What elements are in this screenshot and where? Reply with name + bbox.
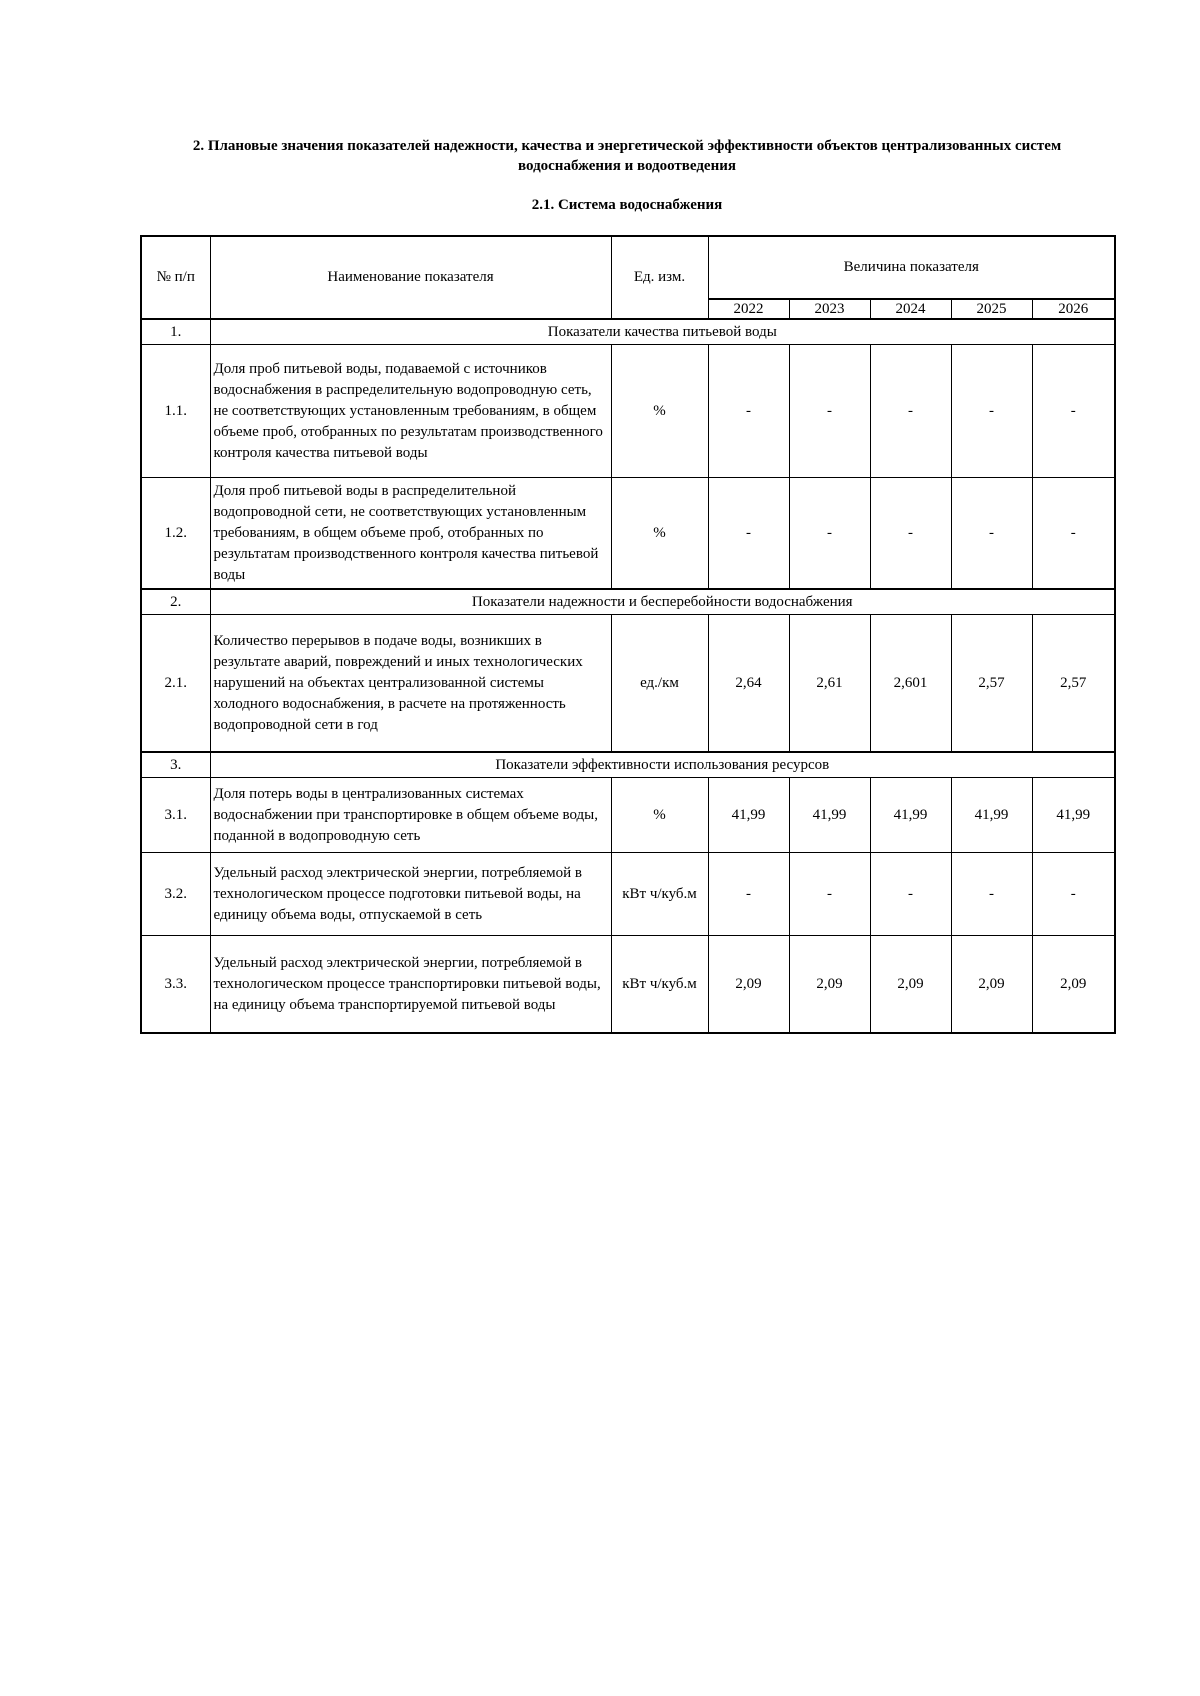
- row-value: -: [789, 853, 870, 936]
- row-unit: %: [611, 478, 708, 590]
- header-value: Величина показателя: [708, 236, 1115, 299]
- row-num: 1.2.: [141, 478, 210, 590]
- document-heading: 2. Плановые значения показателей надежности, качества и энергетической эффективности объектов централизованных систем водоснабжения и водоотведения: [192, 138, 1062, 174]
- row-unit: %: [611, 778, 708, 853]
- table-row: [141, 936, 1115, 1034]
- row-num: 3.2.: [141, 853, 210, 936]
- row-value: 2,09: [1032, 936, 1115, 1034]
- section-row: [141, 589, 1115, 615]
- header-year: 2022: [708, 299, 789, 319]
- section-num: 3.: [141, 752, 210, 778]
- row-value: 2,61: [789, 615, 870, 753]
- table-row: [141, 345, 1115, 478]
- table-row: [141, 478, 1115, 590]
- row-value: 41,99: [1032, 778, 1115, 853]
- table-row: [141, 853, 1115, 936]
- header-year: 2026: [1032, 299, 1115, 319]
- row-value: -: [951, 478, 1032, 590]
- header-num: № п/п: [141, 236, 210, 319]
- row-unit: %: [611, 345, 708, 478]
- row-value: 2,601: [870, 615, 951, 753]
- header-unit: Ед. изм.: [611, 236, 708, 319]
- row-value: 41,99: [708, 778, 789, 853]
- row-value: -: [1032, 853, 1115, 936]
- row-value: 41,99: [951, 778, 1032, 853]
- indicators-table: [140, 235, 1116, 1034]
- row-value: -: [708, 478, 789, 590]
- row-unit: кВт ч/куб.м: [611, 936, 708, 1034]
- table-header-row: [141, 236, 1115, 299]
- row-name: Доля потерь воды в централизованных системах водоснабжении при транспортировке в общем объеме воды, поданной в водопроводную сеть: [210, 778, 611, 853]
- row-name: Удельный расход электрической энергии, потребляемой в технологическом процессе подготовки питьевой воды, на единицу объема воды, отпускаемой в сеть: [210, 853, 611, 936]
- row-value: -: [870, 345, 951, 478]
- row-value: -: [951, 853, 1032, 936]
- row-name: Доля проб питьевой воды в распределительной водопроводной сети, не соответствующих установленным требованиям, в общем объеме проб, отобранных по результатам производственного контроля качества питьевой воды: [210, 478, 611, 590]
- row-value: 2,09: [951, 936, 1032, 1034]
- header-year: 2025: [951, 299, 1032, 319]
- table-row: [141, 615, 1115, 753]
- row-value: 2,57: [951, 615, 1032, 753]
- row-unit: кВт ч/куб.м: [611, 853, 708, 936]
- section-num: 2.: [141, 589, 210, 615]
- row-num: 2.1.: [141, 615, 210, 753]
- row-value: -: [1032, 478, 1115, 590]
- section-title: Показатели качества питьевой воды: [210, 319, 1115, 345]
- row-value: -: [951, 345, 1032, 478]
- row-value: -: [789, 478, 870, 590]
- section-subheading: 2.1. Система водоснабжения: [531, 197, 723, 213]
- row-num: 3.3.: [141, 936, 210, 1034]
- row-value: -: [870, 853, 951, 936]
- row-value: 2,09: [870, 936, 951, 1034]
- row-num: 3.1.: [141, 778, 210, 853]
- row-name: Доля проб питьевой воды, подаваемой с источников водоснабжения в распределительную водопроводную сеть, не соответствующих установленным требованиям, в общем объеме проб, отобранных по результатам производственного контроля качества питьевой воды: [210, 345, 611, 478]
- header-year: 2023: [789, 299, 870, 319]
- section-title: Показатели эффективности использования ресурсов: [210, 752, 1115, 778]
- header-year: 2024: [870, 299, 951, 319]
- row-value: -: [789, 345, 870, 478]
- row-value: 2,09: [789, 936, 870, 1034]
- row-num: 1.1.: [141, 345, 210, 478]
- row-value: 41,99: [870, 778, 951, 853]
- section-title: Показатели надежности и бесперебойности водоснабжения: [210, 589, 1115, 615]
- section-row: [141, 319, 1115, 345]
- row-value: 41,99: [789, 778, 870, 853]
- row-unit: ед./км: [611, 615, 708, 753]
- row-value: 2,09: [708, 936, 789, 1034]
- row-name: Количество перерывов в подаче воды, возникших в результате аварий, повреждений и иных технологических нарушений на объектах централизованной системы холодного водоснабжения, в расчете на протяженность водопроводной сети в год: [210, 615, 611, 753]
- row-value: 2,64: [708, 615, 789, 753]
- row-value: -: [870, 478, 951, 590]
- row-value: -: [1032, 345, 1115, 478]
- row-name: Удельный расход электрической энергии, потребляемой в технологическом процессе транспортировки питьевой воды, на единицу объема транспортируемой питьевой воды: [210, 936, 611, 1034]
- table-row: [141, 778, 1115, 853]
- row-value: -: [708, 853, 789, 936]
- row-value: -: [708, 345, 789, 478]
- section-num: 1.: [141, 319, 210, 345]
- header-name: Наименование показателя: [210, 236, 611, 319]
- row-value: 2,57: [1032, 615, 1115, 753]
- section-row: [141, 752, 1115, 778]
